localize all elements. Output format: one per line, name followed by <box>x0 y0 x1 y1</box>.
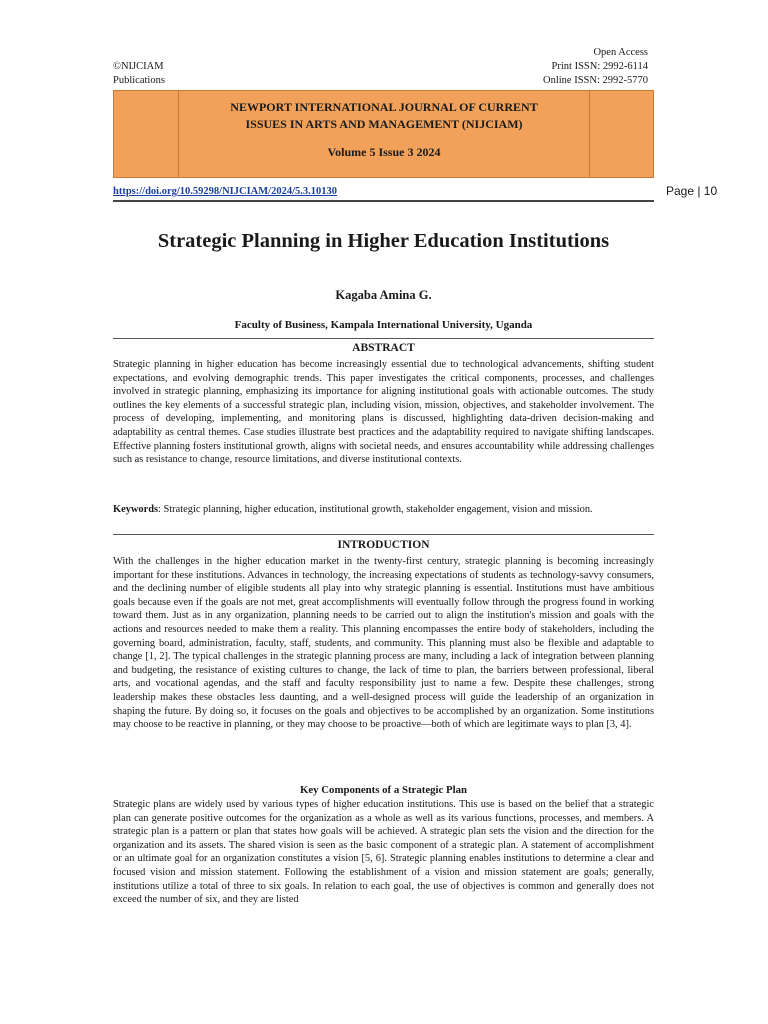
abstract-heading: ABSTRACT <box>352 342 415 354</box>
journal-title-line1: NEWPORT INTERNATIONAL JOURNAL OF CURRENT <box>230 100 538 114</box>
journal-banner <box>113 90 654 178</box>
keywords-label: Keywords <box>113 504 159 515</box>
header-divider <box>113 200 654 202</box>
introduction-text: With the challenges in the higher education market in the twenty-first century, strategic planning is becoming increasingly important for these institutions. Advances in technology, the increasing expectations of students as technology-savvy consumers, and the declining number of eligible students all play into why strategic planning is essential. Institutions must have ambitious goals because even if the goals are not met, great accomplishments will eventually follow through the progress found in working toward them. Just as in any organization, planning needs to be carried out to align the institution's mission and goals with the actions and resources needed to make them a reality. This planning encompasses the entire body of stakeholders, including the governing board, administration, faculty, staff, students, and community. This planning must also be flexible and adaptable to change [1, 2]. The typical challenges in the strategic planning process are many, including a lack of integration between planning and budgeting, the resistance of existing cultures to change, the lack of time to plan, the barriers between professional, liberal arts, and vocational agendas, and the staff and faculty responsibility just to name a few. Despite these challenges, strong leadership makes these obstacles less daunting, and a well-designed process will guide the leadership of an organization in shaping the future. By doing so, it focuses on the goals and objectives to be accomplished by an organization. Some institutions may choose to be reactive in planning, or they may choose to be proactive—both of which are legitimate ways to plan [3, 4]. <box>113 556 654 731</box>
publisher-label: Publications <box>113 75 165 86</box>
key-components-text: Strategic plans are widely used by various types of higher education institutions. This use is based on the belief that a strategic plan can generate positive outcomes for the organization as a whole as well as its various functions, processes, and members. A strategic plan is a pattern or plan that states how goals will be achieved. A strategic plan sets the vision and the direction for the organization and its assets. The shared vision is seen as the basic component of a strategic plan. A statement of accomplishment or an ultimate goal for an organization constitutes a vision [5, 6]. Strategic planning enables institutions to determine a clear and focused vision and mission statement. Following the establishment of a vision and mission statement are goals; generally, institutions utilize a total of three to six goals. In relation to each goal, the use of objectives is common and generally does not exceed the number of six, and they are listed <box>113 799 654 906</box>
introduction-heading: INTRODUCTION <box>337 539 430 551</box>
open-access-label: Open Access <box>593 47 648 58</box>
journal-title <box>179 99 589 133</box>
journal-banner-center <box>178 91 590 177</box>
doi-link[interactable]: https://doi.org/10.59298/NIJCIAM/2024/5.3.10130 <box>113 186 338 197</box>
publisher-info <box>113 60 165 88</box>
page-number: Page | 10 <box>666 184 718 198</box>
keywords <box>113 503 654 517</box>
issn-info <box>543 46 648 88</box>
print-issn: Print ISSN: 2992-6114 <box>551 61 648 72</box>
keywords-list: : Strategic planning, higher education, institutional growth, stakeholder engagement, vision and mission. <box>158 504 593 515</box>
online-issn: Online ISSN: 2992-5770 <box>543 75 648 86</box>
publisher-copyright: ©NIJCIAM <box>113 61 164 72</box>
paper-author: Kagaba Amina G. <box>335 288 432 302</box>
journal-volume: Volume 5 Issue 3 2024 <box>327 145 441 159</box>
abstract-text: Strategic planning in higher education has become increasingly essential due to technological advancements, shifting student expectations, and evolving demographic trends. This paper investigates the critical components, processes, and challenges involved in strategic planning, emphasizing its importance for aligning institutional goals with actionable outcomes. The study outlines the key elements of a successful strategic plan, including vision, mission, objectives, and stakeholder involvement. The process of developing, implementing, and monitoring plans is discussed, highlighting data-driven decision-making and adaptability as central themes. Case studies illustrate best practices and the adaptability required to navigate shifting landscapes. Effective planning fosters institutional growth, aligns with societal needs, and ensures accountability while addressing challenges such as resistance to change, resource limitations, and diverse institutional contexts. <box>113 359 654 466</box>
intro-top-rule <box>113 534 654 535</box>
key-components-heading: Key Components of a Strategic Plan <box>299 784 468 796</box>
journal-title-line2: ISSUES IN ARTS AND MANAGEMENT (NIJCIAM) <box>245 117 523 131</box>
paper-affiliation: Faculty of Business, Kampala International University, Uganda <box>234 319 533 331</box>
abstract-top-rule <box>113 338 654 339</box>
paper-title: Strategic Planning in Higher Education Institutions <box>157 230 610 252</box>
